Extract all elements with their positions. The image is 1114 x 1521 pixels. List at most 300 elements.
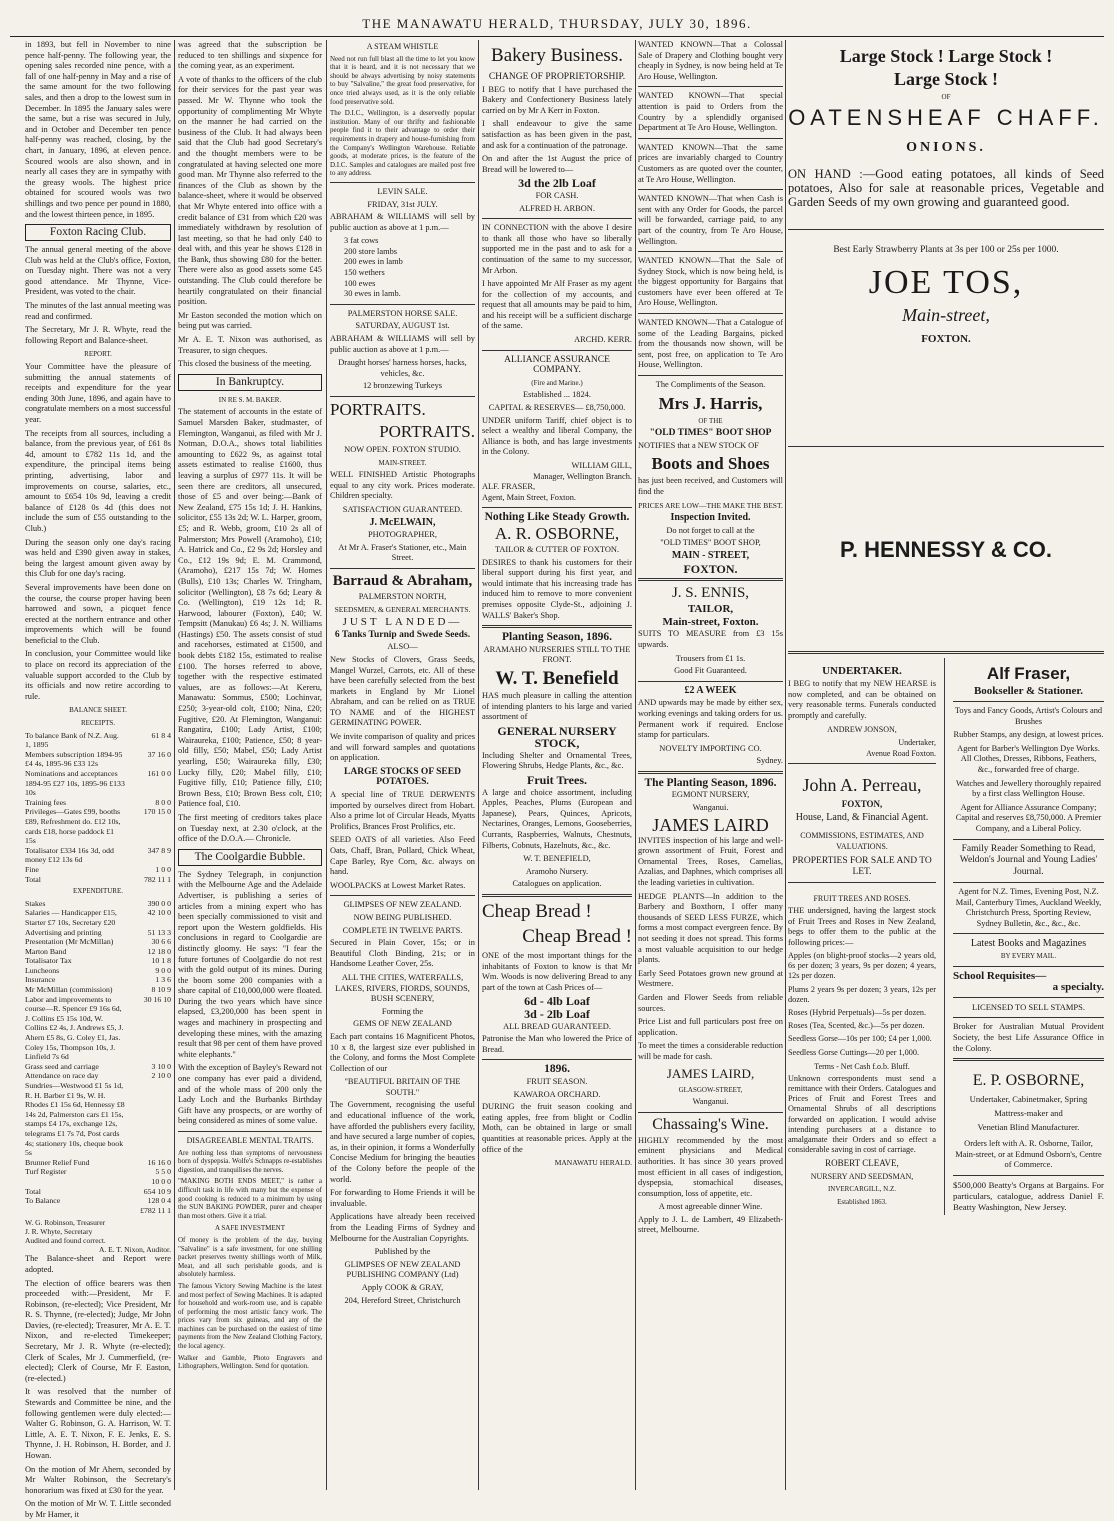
ad-text: Wanganui. [692,1097,729,1107]
ad-text: FRUIT SEASON. [526,1076,588,1086]
table-row [25,985,171,995]
ad-title: Chassaing's Wine. [652,1115,769,1133]
ad-text: (Fire and Marine.) [531,378,583,387]
report-label: REPORT. [84,350,112,359]
paragraph: INVITES inspection of his large and well-grown assortment of Fruit, Forest and Ornamental Trees, Roses, Camelias, Azalias, and Daphnes, which comprises all the leading varieties in cultivation. [638,835,783,888]
paragraph: was agreed that the subscription be reduced to ten shillings and sixpence for the coming year, as an experiment. [178,40,322,71]
list-item: 100 ewes [344,278,376,288]
table-row [25,1167,171,1177]
table-row [25,1081,171,1158]
ad-text: PRICES ARE LOW—THE MAKE THE BEST. [638,500,783,510]
ad-text: FOR CASH. [535,190,579,200]
table-cell: Total [25,1186,41,1196]
ad-title: Cheap Bread ! [482,901,592,922]
paragraph: During the season only one day's racing was held and £390 given away in stakes, being the largest amount given away by this Club for one day's racing. [25,537,171,579]
table-row [25,865,171,875]
list-item: Roses (Hybrid Perpetuals)—5s per dozen. [788,1008,927,1018]
ad-title: Large Stock ! [894,69,998,89]
ad-text: SATISFACTION GUARANTEED. [342,504,463,514]
ad-text: PROPERTIES FOR SALE AND TO LET. [792,856,932,878]
table-cell-amount: 9 0 0 [155,965,171,975]
table-row [25,731,171,750]
ad-text: MAIN - STREET, [671,549,750,561]
list-item: Toys and Fancy Goods, Artist's Colours and Brushes [954,706,1103,726]
ad-text: W. T. BENEFIELD, [523,854,591,864]
ad-text: JUST LANDED— [342,616,463,629]
paragraph: I shall endeavour to give the same satisfaction as has been given in the past, and ask for a continuation of the patronage. [482,119,632,150]
receipts-table [25,731,171,885]
table-row [25,966,171,976]
ad-text: "OLD TIMES" BOOT SHOP [649,428,772,439]
ad-text: 204, Hereford Street, Christchurch [344,1295,461,1305]
paragraph: I BEG to notify that I have purchased the Bakery and Confectionery Business lately carried on by Mr A Kerr in Foxton. [482,84,632,115]
table-cell: Labor and improvements to course—R. Spencer £9 16s 6d, J. Collins £5 15s 10d, W. Collins £2 4s, J. Andrews £5, J. Ahern £5 8s, G. Coley £1, Jas. Coley 15s, Thompson 10s, J. Linfield 7s 6d [25,994,124,1062]
ad-heading: STOCK, [534,736,580,751]
ad-text: NOW BEING PUBLISHED. [353,912,452,922]
list-item: 150 wethers [344,268,385,278]
ad-text: ALSO— [387,642,418,652]
ad-text: Do not forget to call at the [666,525,755,535]
ad-text: FOXTON, [841,799,883,810]
paragraph: Mr Easton seconded the motion which on being put was carried. [178,310,322,331]
paragraph: Need not run full blast all the time to let you know that it is heard, and it is not necessary that we should be always advertising by noisy statements to buy "Salvaline," the great food preservative, for once tried always used, as it is the only reliable food preservative sold. [330,54,475,106]
paragraph: The first meeting of creditors takes place on Tuesday next, at 2.30 o'clock, at the office of the D.O.A.— Chronicle. [178,812,322,844]
ad-text: PHOTOGRAPHER, [368,530,437,540]
table-cell-amount: 16 16 0 [147,1157,171,1167]
paragraph: We invite comparison of quality and prices and will forward samples and quotations on application. [330,732,475,763]
table-cell-amount: 1 0 0 [155,864,171,874]
table-row [25,995,171,1062]
ad-text: Catalogues on application. [512,879,602,889]
ad-text: ALFRED H. ARBON. [519,203,595,213]
list-item: 3 fat cows [344,236,379,246]
list-item: 12 bronzewing Turkeys [362,381,443,391]
table-cell-amount: 12 18 0 [147,946,171,956]
signature: A. E. T. Nixon, Auditor. [98,1245,171,1255]
paragraph: WANTED KNOWN—That a Colossal Sale of Drapery and Clothing bought very cheaply in Sydney, is now being held at Te Aro House, Wellington. [638,40,783,81]
table-cell-amount: 128 0 4 [147,1196,171,1206]
table-row [25,1062,171,1072]
paragraph: Price List and full particulars post free on application. [638,1017,783,1037]
table-cell: Training fees [25,797,67,807]
ad-title: JAMES LAIRD, [666,1065,755,1081]
ad-text: Terms - Net Cash f.o.b. Bluff. [814,1061,910,1071]
signature: W. G. Robinson, Treasurer [25,1218,106,1228]
paragraph: The famous Victory Sewing Machine is the latest and most perfect of Sewing Machines. It is adapted for household and work-room use, and is capable of performing the most artistic fancy work. The prices vary from six guineas, and any of the machines can be purchased on the easiest of time payments from the New Zealand Clothing Factory, the local agency. [178,1281,322,1351]
ad-text: FOXTON. [683,561,738,576]
list-item: 30 ewes in lamb. [344,289,401,299]
ad-text: BY EVERY MAIL. [1000,952,1057,961]
ad-heading: Planting Season, 1896. [502,631,612,644]
receipts-label: RECEIPTS. [80,719,116,728]
paragraph: Unknown correspondents must send a remittance with their Orders. Catalogues and Prices of Fruit and Forest Trees and Ornamental Shrubs of all descriptions forwarded on application. I would advise intending purchasers at a distance to amalgamate their Orders and so effect a considerable saving in cost of carriage. [788,1073,936,1155]
table-row [25,937,171,947]
paragraph: Patronise the Man who lowered the Price of Bread. [482,1034,632,1054]
ad-text: Inspection Invited. [670,512,751,524]
ad-text: Avenue Road Foxton. [866,749,936,759]
table-cell-amount: 10 0 0 [151,1176,171,1186]
paragraph: With the exception of Bayley's Reward not one company has ever paid a dividend, and of the whole mass of 200 only the Lady Loch and the Burbanks Birthday Gift have any prospects, or are worthy of being considered as mines of some value. [178,1063,322,1126]
ad-heading: ALLIANCE ASSURANCE COMPANY. [504,354,610,376]
paragraph: On the motion of Mr W. T. Little seconded by Mr Hamer, it [25,1499,171,1519]
ad-text: LARGE STOCKS OF SEED POTATOES. [344,766,461,788]
paragraph: On the motion of Mr Ahern, seconded by Mr Walter Robinson, the Secretary's honorarium was fixed at £30 for the year. [25,1464,171,1495]
paragraph: Family Reader Something to Read, Weldon's Journal and Young Ladies' Journal. [959,843,1098,877]
paragraph: A special line of TRUE DERWENTS imported by ourselves direct from Hobart. Also a prime lot of Circular Heads, Myatts Prolifics, Brances Frost Prolifics, etc. [330,790,475,831]
paragraph: SEED OATS of all varieties. Also Feed Oats, Chaff, Bran, Pollard, Chick Wheat, Cape Barley, Rye Corn, &c. always on hand. [330,835,475,877]
list-item: Agent for Barber's Wellington Dye Works. All Clothes, Dresses, Ribbons, Feathers, &c., forwarded free of charge. [957,743,1100,774]
table-cell [25,1206,125,1216]
ad-text: Latest Books and Magazines [970,938,1087,950]
paragraph: WANTED KNOWN—That the same prices are invariably charged to Country Customers as are quoted over the counter, at Te Aro House, Wellington. [638,142,783,184]
ad-heading: PALMERSTON HORSE SALE. [347,308,458,318]
list-item: Agent for Alliance Assurance Company; Capital and reserves £8,750,000. A Premier Company, and a Liberal Policy. [955,802,1102,833]
column-6 [788,40,1104,1490]
ad-text: MAIN-STREET. [378,458,427,467]
table-cell: Luncheons [25,965,60,975]
paragraph: Are nothing less than symptoms of nervousness born of dyspepsia. Wolfe's Schnapps re-establishes digestion, and tranquilises the nerves. [178,1148,322,1174]
table-row [25,899,171,909]
ad-title: J. S. ENNIS, [671,585,750,602]
paragraph: It was resolved that the number of Stewards and Committee be nine, and the following gentlemen were duly elected:—Walter G. Robinson, G. A. Harrison, W. T. Little, A. E. T. Nixon, F. E. Jenks, E. S. Thynne, J. H. Robinson, H. Border, and J. Howan. [25,1387,171,1460]
ad-heading: 1896. [544,1063,570,1076]
ad-text: Trousers from £1 1s. [675,653,746,663]
table-row [25,846,171,865]
paragraph: Including Shelter and Ornamental Trees, Flowering Shrubs, Hedge Plants, &c., &c. [482,750,632,771]
ad-text: At Mr A. Fraser's Stationer, etc., Main Street. [338,542,467,563]
ad-text: "BEAUTIFUL BRITAIN OF THE SOUTH." [344,1077,461,1097]
paragraph: The annual general meeting of the above Club was held at the Club's office, Foxton, on Tuesday night. There was not a very good attendance. Mr Thynne, Vice-President, was voted to the chair. [25,245,171,297]
ad-text: A most agreeable dinner Wine. [658,1202,763,1212]
paragraph: Secured in Plain Cover, 15s; or in Beautiful Cloth Binding, 21s; or in Handsome Leather Cover, 25s. [330,938,475,969]
ad-text: COMMISSIONS, ESTIMATES, AND VALUATIONS. [800,831,924,852]
paragraph: WANTED KNOWN—That special attention is paid to Orders from the Country by a splendidly organised Department at Te Aro House, Wellington. [638,91,783,133]
table-cell-amount [125,1081,171,1158]
table-row [25,1196,171,1206]
ad-text: GLASGOW-STREET, [678,1085,743,1094]
paragraph: The Balance-sheet and Report were adopted. [25,1254,171,1274]
ad-title: Alf Fraser, [986,664,1071,683]
ad-title: ONIONS. [906,140,986,155]
paragraph: Venetian Blind Manufacturer. [977,1122,1080,1133]
ad-text: NURSERY AND SEEDSMAN, [810,1172,914,1182]
ad-text: Wanganui. [692,803,729,813]
ad-text: COMPLETE IN TWELVE PARTS. [342,925,463,935]
ad-text: EGMONT NURSERY, [671,790,750,800]
table-row [25,956,171,966]
list-item: Apples (on blight-proof stocks—2 years old, 6s per dozen; 3 years, 9s per dozen; 4 years, 12s per dozen. [788,951,936,981]
paragraph: Broker for Australian Mutual Provident Society, the best Life Assurance Office in the Colony. [953,1022,1104,1053]
ad-price: 3d the 2lb Loaf [518,176,596,191]
table-cell: Presentation (Mr McMillan) [25,937,114,947]
paragraph: DURING the fruit season cooking and eating apples, free from blight or Codlin Moth, can be obtained in large or small quantities at reasonable prices. Apply at the office of the [482,1102,632,1154]
article-heading: Foxton Racing Club. [25,224,171,241]
paragraph: I BEG to notify that my NEW HEARSE is now completed, and can be obtained on very reasonable terms. Funerals conducted promptly and carefully. [788,679,936,720]
table-cell: Totalisator £334 16s 3d, odd money £12 13s 6d [25,845,114,865]
paragraph: The Government, recognising the useful and educational influence of the work, have afforded the publishers every facility, and have secured a large number of copies, as, in their opinion, it forms a Wonderfully Concise Medium for bringing the beauties of the Colony before the people of the world. [330,1100,475,1184]
ad-text: SEEDSMEN, & GENERAL MERCHANTS. [334,604,471,614]
list-item: Roses (Tea, Scented, &c.)—5s per dozen. [788,1021,925,1031]
paragraph: WANTED KNOWN—That the Sale of Sydney Stock, which is now being held, is the biggest opportunity for Bargains that customers have ever been offered at Te Aro House, Wellington. [638,256,783,308]
ad-price: 3d - 2lb Loaf [524,1006,590,1021]
table-row [25,1177,171,1187]
ad-heading: LEVIN SALE. [377,186,428,196]
ad-text: Aramoho Nursery. [525,866,589,876]
column-rule [326,40,327,1490]
list-item: Draught horses' harness horses, hacks, vehicles, &c. [338,358,467,378]
column-2 [178,40,322,1490]
ad-heading: UNDERTAKER. [822,665,902,677]
ad-title: P. HENNESSY & CO. [840,537,1052,562]
ad-date: FRIDAY, 31st JULY. [367,199,438,209]
subheading: A STEAM WHISTLE [366,42,439,51]
table-cell-amount: 161 0 0 [147,769,171,778]
table-cell: Mr McMillan (commission) [25,985,113,995]
table-row [25,1206,171,1216]
paragraph: THE undersigned, having the largest stock of Fruit Trees and Roses in New Zealand, begs to offer them to the public at the following prices:— [788,906,936,947]
table-cell-amount: £782 11 1 [140,1205,171,1215]
ad-text: NOVELTY IMPORTING CO. [659,743,762,753]
ad-text: TAILOR & CUTTER OF FOXTON. [494,544,620,554]
paragraph: UNDER uniform Tariff, chief object is to select a wealthy and liberal Company, the Alliance is both, and has large investments in the Colony. [482,415,632,457]
table-cell: Fine [25,864,39,874]
table-cell-amount: 10 1 8 [151,956,171,966]
table-cell: Stakes [25,898,46,908]
paragraph: New Stocks of Clovers, Grass Seeds, Mangel Wurzel, Carrots, etc. All of these have been carefully selected from the best markets in England by Mr Lionel Abraham, and can be relied on as TRUE TO NAME and of the HIGHEST GERMINATING POWER. [330,654,475,728]
ad-heading: GLIMPSES OF NEW ZEALAND. [343,900,462,910]
table-cell-amount: 1 3 6 [155,975,171,985]
table-cell-amount: 37 16 0 [147,749,171,759]
paragraph: has just been received, and Customers will find the [638,476,783,496]
article-heading: The Coolgardie Bubble. [178,849,322,866]
ad-title: JOE TOS, [868,264,1024,301]
paragraph: Garden and Flower Seeds from reliable sources. [638,992,783,1013]
list-item: Seedless Gorse Cuttings—20 per 1,000. [788,1047,919,1057]
ad-text: Forming the [381,1006,424,1016]
table-cell-amount: 51 13 3 [147,927,171,937]
paragraph: in 1893, but fell in November to nine pence half-penny. The following year, the opening sales recorded nine pence, with a fall of one half-penny in May and a rise of the same amount for the two following sales, and then a drop to the lowest sum in December. In 1895 the January sales were the same, but a rise was secured in July, and in October and December ten pence half-penny was reached, closing, by the chart, in January, 1896, at eleven pence. Scoured wools are also shown, and in nearly all cases they are in sympathy with the greasy wools. The highest price obtained for scoured wools was two shillings and two pence per pound in 1880, and the lowest thirteen pence, in 1895. [25,40,171,219]
paragraph: The election of office bearers was then proceeded with:—President, Mr F. Robinson, (re-elected); Vice President, Mr R. S. Thynne, (re-elected); Judge, Mr John Davies, (re-elected); Treasurer, Mr A. E. T. Nixon, and re-elected Timekeeper; Secretary, Mr J. R. Whyte (re-elected); Clerk of Scales, Mr J. Cummerfield, (re-elected); Clerk of Course, Mr F. Easton, (re-elected.) [25,1278,171,1383]
paragraph: The D.I.C., Wellington, is a deservedly popular institution. Many of our thrifty and fashionable people find it to their advantage to order their requirements in drapery and house-furnishing from the Company's Wellington Warehouse. Reliable goods, at moderate prices, is the feature of the D.I.C. Samples and catalogues are mailed post free to any address. [330,109,475,178]
ad-text: OF [941,93,951,101]
ad-title: John A. Perreau, [802,775,922,796]
list-item: Rubber Stamps, any design, at lowest prices. [953,730,1104,740]
paragraph: WOOLPACKS at Lowest Market Rates. [330,880,466,890]
paragraph: NOTIFIES that a NEW STOCK OF [638,440,759,450]
paragraph: Agent for N.Z. Times, Evening Post, N.Z. Mail, Canterbury Times, Auckland Weekly, Christchurch Press, Sporting Review, Sydney Bulletin, &c., &c., &c. [955,887,1102,928]
table-row [25,769,171,798]
table-cell-amount: 170 15 0 [143,807,171,817]
ad-text: MANAWATU HERALD. [554,1158,632,1168]
ad-title: PORTRAITS. [330,400,426,419]
ad-title: A. R. OSBORNE, [494,523,620,543]
paragraph: On and after the 1st August the price of Bread will be lowered to— [482,154,632,174]
ad-name: J. McELWAIN, [369,516,436,528]
table-cell [25,1177,125,1187]
table-row [25,1187,171,1197]
paragraph: $500,000 Beatty's Organs at Bargains. For particulars, catalogue, address Daniel F. Beatty Washington, New Jersey. [953,1179,1104,1212]
paragraph: AND upwards may be made by either sex, working evenings and taking orders for us. Permanent work if required. Enclose stamp for particulars. [638,698,783,740]
column-rule [478,40,479,1490]
column-1 [25,40,171,1519]
ad-text: Manager, Wellington Branch. [533,471,632,481]
table-cell-amount: 30 6 6 [151,937,171,947]
list-item: Watches and Jewellery thoroughly repaired by a first class Wellington House. [956,778,1101,799]
ad-text: CAPITAL & RESERVES— £8,750,000. [488,403,626,413]
table-cell: Turf Register [25,1167,67,1177]
ad-text: ARCHD. KERR. [574,335,632,345]
paragraph: ON HAND :—Good eating potatoes, all kinds of Seed potatoes, Also for sale at reasonable prices, Vegetable and Garden Seeds of my own growing and guaranteed good. [788,167,1104,209]
paragraph: Your Committee have the pleasure of submitting the annual statements of receipts and expenditure for the year ending 30th June, 1896, and again have to congratulate members on a most successful year. [25,362,171,424]
ad-title: Boots and Shoes [651,454,770,474]
paragraph: The Secretary, Mr J. R. Whyte, read the following Report and Balance-sheet. [25,325,171,345]
paragraph: Orders left with A. R. Osborne, Tailor, Main-street, or at Edmund Osborn's, Centre of Commerce. [955,1139,1102,1170]
table-cell-amount: 8 0 0 [155,797,171,807]
table-row [25,908,171,927]
expenditure-label: EXPENDITURE. [73,887,123,896]
balance-sheet-label: BALANCE SHEET. [69,706,127,715]
ad-title: OATENSHEAF CHAFF. [788,105,1104,130]
paragraph: HIGHLY recommended by the most eminent physicians and Medical authorities. It has since 30 years proved most efficient in all cases of indigestion, dyspepsia, stomachical diseases, consumption, loss of appetite, etc. [638,1135,783,1198]
ad-text: 6 Tanks Turnip and Swede Seeds. [334,629,471,640]
table-cell: Total [25,874,41,884]
expenditure-table [25,899,171,1216]
paragraph: The Sydney Telegraph, in conjunction with the Melbourne Age and the Adelaide Advertiser, is publishing a series of articles from a mining expert who has been specially commissioned to visit and report upon the Western goldfields. His conclusions in regard to Coolgardie are distinctly gloomy. He says: "I fear the future fortunes of Coolgardie do not rest with the gold output of its mines. During the boom some 200 companies with a share capital of £10,000,000 were floated. During the two years which have since elapsed, £3,200,000 has been spent in wages and machinery in prospecting and developing these mines, with the amazing result that 98 per cent of them have proved white elephants." [178,869,322,1059]
ad-heading: Fruit Trees. [527,773,587,788]
paragraph: "MAKING BOTH ENDS MEET," is rather a difficult task in life with many but the expense of good cooking is reduced to a minimum by using the SUN BAKING POWDER, purer and cheaper than most others. Give it a trial. [178,1177,322,1220]
paragraph: SUITS TO MEASURE from £3 15s upwards. [638,629,783,649]
paragraph: Several improvements have been done on the course, the course proper having been harrowed and sown, a picquet fence erected at the northern entrance and other improvements which will be found beneficial to the Club. [25,582,171,645]
subheading: IN RE S. M. BAKER. [218,395,282,404]
ad-text: CHANGE OF PROPRIETORSHIP. [488,72,626,82]
ad-title: PORTRAITS. [379,422,475,441]
list-item: 200 ewes in lamb [344,257,403,267]
ad-text: ALF. FRASER, [482,482,536,492]
paragraph: HEDGE PLANTS—In addition to the Barbery and Boxthorn, I offer many thousands of SEED LESS FURZE, which forms a most compact evergreen fence. By not seeding it does not spread. This forms a most valuable acquisition to our hedge plants. [638,891,783,965]
ad-text: ALL THE CITIES, WATERFALLS, LAKES, RIVERS, FIORDS, SOUNDS, BUSH SCENERY, [335,972,470,1004]
ad-text: GLIMPSES OF NEW ZEALAND PUBLISHING COMPANY (Ltd) [344,1259,461,1280]
column-rule [785,40,786,1490]
paragraph: The receipts from all sources, including a balance, from the previous year, of £61 8s 4d, amount to £782 11s 1d, and the expenditure, the principal items being printing, advertising, labor and improvements on course, salaries, etc., amount to £654 10s 9d, leaving a credit balance of £128 0s 4d (this does not include the sum of £55 outstanding to the Club.) [25,428,171,533]
table-cell: Salaries — Handicapper £15, Starter £7 10s, Secretary £20 [25,908,117,927]
paragraph: Applications have already been received from the Leading Firms of Sydney and Melbourne for the Australian Copyrights. [330,1212,475,1243]
ad-text: School Requisites— [953,970,1047,983]
signature: J. R. Whyte, Secretary [25,1227,93,1237]
table-cell: Totalisator Tax [25,956,72,966]
paragraph: Best Early Strawberry Plants at 3s per 100 or 25s per 1000. [833,245,1059,255]
column-rule [174,40,175,1490]
paragraph: The minutes of the last annual meeting was read and confirmed. [25,301,171,321]
ad-text: Good Fit Guaranteed. [674,666,747,676]
ad-text: a specialty. [1052,981,1104,994]
paragraph: Mattress-maker and [994,1108,1063,1119]
subheading: A SAFE INVESTMENT [214,1224,285,1233]
ad-text: ARAMAHO NURSERIES STILL TO THE FRONT. [483,644,631,665]
ad-heading: FRUIT TREES AND ROSES. [813,894,911,904]
ad-text: FOXTON. [921,333,971,345]
table-cell-amount: 42 10 0 [147,908,171,918]
paragraph: Mr A. E. T. Nixon was authorised, as Treasurer, to sign cheques. [178,335,322,355]
paragraph: Undertaker, Cabinetmaker, Spring [969,1094,1088,1105]
table-cell-amount: 390 0 0 [147,898,171,908]
table-cell-amount: 782 11 1 [144,874,171,884]
ad-text: Sydney. [756,756,783,766]
ad-text: Established 1863. [837,1198,887,1207]
paragraph: Early Seed Potatoes grown new ground at Westmere. [638,968,783,989]
ad-title: Cheap Bread ! [522,926,632,947]
table-cell: Brunner Relief Fund [25,1157,90,1167]
ad-text: ROBERT CLEAVE, [825,1158,899,1169]
ad-heading: The Planting Season, 1896. [644,776,777,789]
ad-text: INVERCARGILL, N.Z. [827,1185,897,1194]
table-row [25,807,171,845]
paragraph: A vote of thanks to the officers of the club for their services for the past year was passed. Mr W. Thynne who took the opportunity of complimenting Mr Whyte on the manner he had carried on the business of the Club. It had always been said that the Club had good Secretary's and the thought members were to be congratulated at having selected one more good man. Mr Thynne also referred to the finances of the Club as shown by the balance-sheet, where it would be observed that Mr Whyte entered into office with a credit balance of £31 from which £20 was immediately withdrawn by resolution of last meeting, so that he had only £40 to deal with, and this year he shows £128 in the Bank, thus showing £80 for the better. There were also as good assets some £45 outstanding. The Club could therefore be heartily congratulated on their financial position. [178,74,322,307]
ad-text: NOW OPEN. FOXTON STUDIO. [344,445,461,454]
list-item: Seedless Gorse—10s per 100; £4 per 1,000. [788,1034,932,1044]
paragraph: For forwarding to Home Friends it will be invaluable. [330,1188,475,1208]
table-cell-amount: 347 8 9 [147,845,171,855]
table-cell: Attendance on race day [25,1071,99,1081]
ad-text: Main-street, [902,305,990,325]
signature: Audited and found correct. [25,1236,106,1246]
ad-text: GEMS OF NEW ZEALAND [353,1019,452,1029]
paragraph: Each part contains 16 Magnificent Photos, 10 x 8, the largest size ever published in the Colony, and forms the Most Complete Collection of our [330,1031,475,1073]
paragraph: Of money is the problem of the day, buying "Salvaline" is a safe investment, for one shilling packet preserves twenty shillings worth of Milk, Meat, and all such perishable goods, and is absolutely harmless. [178,1235,322,1279]
column-rule [635,40,636,1490]
table-cell-amount: 3 10 0 [151,1061,171,1071]
ad-text: Bookseller & Stationer. [973,685,1084,697]
table-cell: Members subscription 1894-95 £4 4s, 1895-96 £33 12s [25,749,123,769]
ad-text: TAILOR, [687,603,734,616]
ad-title: Large Stock ! Large Stock ! [839,46,1053,66]
table-cell-amount: 8 10 9 [151,985,171,995]
ad-text: The Compliments of the Season. [655,380,766,390]
paragraph: The statement of accounts in the estate of Samuel Marsden Baker, studmaster, of Flemington, Wanganui, as filed with Mr J. Notman, D.O.A., shows total liabilities amounting to £622 9s, as against total assets estimated to realise £1600, thus leaving a surplus of £977 11s. It will be seen there are creditors, all unsecured, those of £5 and over being:—Bank of New Zealand, £75 15s 1d; J. H. Hankins, solicitor, £55 13s 2d; W. L. Harper, groom, £5; and R. Webb, groom, £10 2s all of Palmerston; Mrs Powell (Aramoho), £10; A. Hatrick and Co., £2 9s 2d; Horsley and Co., £12 19s 9d; E. M. Crammond, (Aramoho), £217 15s 7d; W. Homes (Bulls), £10 13s; Charles W. Tringham, solicitor (Wellington), £8 7s 6d; Leary & Co. (Wellington), £19 12s 1d; R. Harwood, labourer (Foxton), £40; W. Tempsitt (Manukau) £6 4s; J. N. Williams (Hastings) £50. The assets consist of stud and racehorses, estimated at £1500, and book debts £182 15s, estimated to realise £100. The horses referred to above, together with the respective estimated values, are as follows:—At Kereru, Manawatu: Sommus, £500; Lochinvar, £250; 3-year-old colt, £100; Nina, £20; Fugitive, £20. At Flemington, Wanganui: Rangatira, £100; Lady Artist, £100; Wairaureka, £100; Patience, £50; 8 year-old filly, £50; Mabel, £50; Lady Artist yearling, £50; Wairaureka filly, £30; Lucky filly, £20; Mabel filly, £10; Fugitive filly, £10; Patience filly, £10; Brown Bess, £10; Brown Bess colt, £10; Patience foal, £10. [178,407,323,809]
table-cell: To balance Bank of N.Z. Aug. 1, 1895 [25,730,119,750]
ad-price: 6d - 4lb Loaf [524,994,590,1009]
ad-title: E. P. OSBORNE, [972,1072,1085,1090]
table-cell-amount: 5 5 0 [155,1167,171,1177]
masthead: THE MANAWATU HERALD, THURSDAY, JULY 30, 1896. [10,16,1104,37]
ad-text: KAWAROA ORCHARD. [513,1089,601,1099]
paragraph: In conclusion, your Committee would like to place on record its appreciation of the valuable support accorded to the Club by its officials and now retire according to rule. [25,649,171,701]
paragraph: ONE of the most important things for the inhabitants of Foxton to know is that Mr Wm. Woods is now delivering Bread to any part of the town at Cash Prices of— [482,951,632,992]
ad-text: ALL BREAD GUARANTEED. [503,1021,611,1031]
table-row [25,975,171,985]
table-cell: Nominations and acceptances 1894-95 £27 10s, 1895-96 £133 10s [25,769,125,798]
table-cell: To Balance [25,1196,61,1206]
column-3 [330,40,475,1490]
paragraph: Apply to J. L. de Lambert, 49 Elizabeth-street, Melbourne. [638,1214,783,1235]
ad-title: Bakery Business. [491,45,623,66]
paragraph: Walker and Gamble, Photo Engravers and Lithographers, Wellington. Send for quotation. [178,1353,322,1371]
table-cell: Grass seed and carriage [25,1061,99,1071]
table-row [25,875,171,885]
paragraph: HAS much pleasure in calling the attention of intending planters to his large and varied assortment of [482,690,632,722]
paragraph: ABRAHAM & WILLIAMS will sell by public auction as above at 1 p.m.— [330,334,475,354]
ad-text: LICENSED TO SELL STAMPS. [972,1002,1085,1013]
subheading: DISAGREEABLE MENTAL TRAITS. [186,1136,314,1145]
paragraph: DESIRES to thank his customers for their liberal support during his first year, and would intimate that his increasing trade has induced him to remove to more convenient premises opposite Clyde-St., adjoining J. WALLS' Baker's Shop. [482,557,632,620]
table-cell-amount: 654 10 9 [143,1186,171,1196]
table-cell: Privileges—Gates £99, booths £89, Refreshment do. £12 10s, cards £18, horse paddock £1 15s [25,807,121,846]
ad-heading: Nothing Like Steady Growth. [484,511,630,524]
ad-text: Apply COOK & GRAY, [361,1282,444,1292]
ad-title: Mrs J. Harris, [658,393,763,413]
paragraph: ABRAHAM & WILLIAMS will sell by public auction as above at 1 p.m.— [330,212,475,232]
column-4 [482,40,632,1490]
ad-text: House, Land, & Financial Agent. [795,812,929,824]
